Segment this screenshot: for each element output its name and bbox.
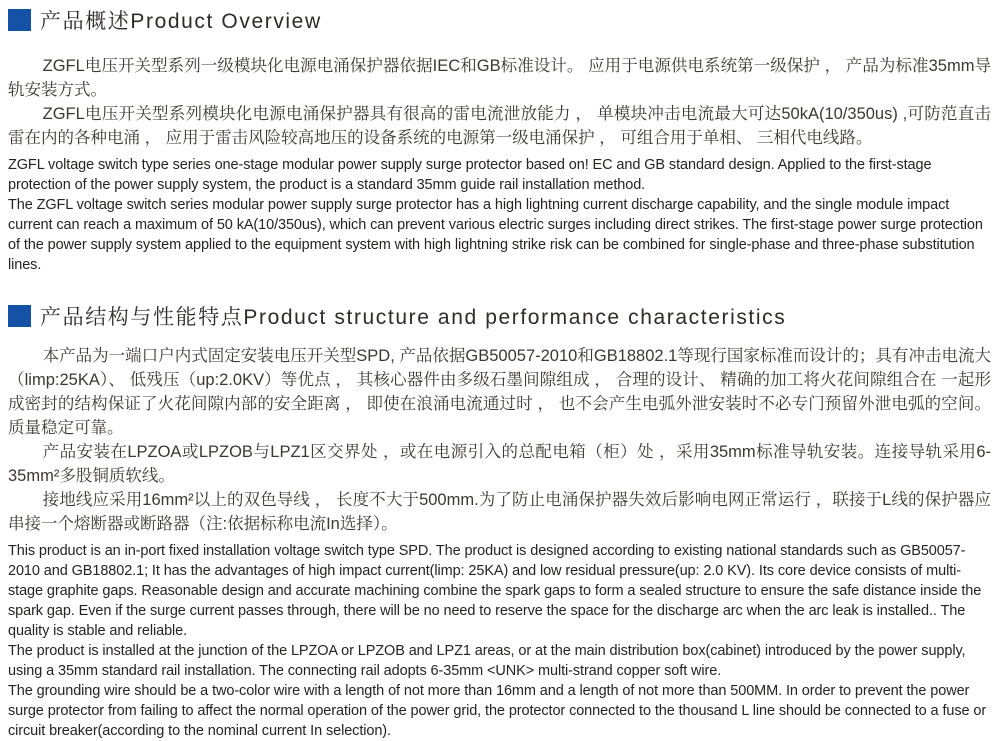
paragraph: ZGFL电压开关型系列模块化电源电涌保护器具有很高的雷电流泄放能力 ， 单模块冲击电流最大可达50kA(10/350us) ,可防范直击雷在内的各种电涌 ， 应用于雷击风险较高地压的设备系统的电源第一级电涌保护 ， 可组合用于单相、 三相代电线路。 <box>8 105 991 147</box>
blue-square-bullet-icon <box>8 305 31 327</box>
paragraph: The grounding wire should be a two-color wire with a length of not more than 16mm and a length of not more than 500MM. In order to prevent the power surge protector from failing to affect the normal operation of the power grid, the protector connected to the thousand L line should be connected to a fuse or circuit breaker(according to the nominal current In selection). <box>8 683 987 739</box>
english-text-block <box>8 155 991 275</box>
section-product-structure <box>8 302 991 741</box>
paragraph: 接地线应采用16mm²以上的双色导线 ， 长度不大于500mm.为了防止电涌保护器失效后影响电网正常运行 ，联接于L线的保护器应串接一个熔断器或断路器（注:依据标称电流In选择）。 <box>8 491 991 533</box>
paragraph: The ZGFL voltage switch series modular power supply surge protector has a high lightning current discharge capability, and the single module impact current can reach a maximum of 50 kA(10/350us), which can prevent various electric surges including direct strikes. The first-stage power surge protection of the power supply system applied to the equipment system with high lightning strike risk can be combined for single-phase and three-phase substitution lines. <box>8 197 983 273</box>
paragraph: 产品安装在LPZOA或LPZOB与LPZ1区交界处 ，或在电源引入的总配电箱（柜）处 ，采用35mm标准导轨安装。连接导轨采用6-35mm²多股铜质软线。 <box>8 443 991 485</box>
paragraph: The product is installed at the junction of the LPZOA or LPZOB and LPZ1 areas, or at the main distribution box(cabinet) introduced by the power supply, using a 35mm standard rail installation. The connecting rail adopts 6-35mm <UNK> multi-strand copper soft wire. <box>8 643 966 679</box>
english-text-block <box>8 541 991 741</box>
paragraph: This product is an in-port fixed installation voltage switch type SPD. The product is designed according to existing national standards such as GB50057-2010 and GB18802.1; It has the advantages of high impact current(limp: 25KA) and low residual pressure(up: 2.0 KV). Its core device consists of multi-stage graphite gaps. Reasonable design and accurate machining combine the spark gaps to form a sealed structure to ensure the safe distance inside the spark gap. Even if the surge current passes through, there will be no need to reserve the space for the discharge arc when the arc leak is installed.. The quality is stable and reliable. <box>8 543 982 639</box>
section-heading <box>8 6 991 33</box>
paragraph: ZGFL电压开关型系列一级模块化电源电涌保护器依据IEC和GB标准设计。 应用于电源供电系统第一级保护 ， 产品为标准35mm导轨安装方式。 <box>8 57 991 99</box>
section-heading-text: 产品结构与性能特点Product structure and performance characteristics <box>40 305 787 329</box>
section-heading-text: 产品概述Product Overview <box>40 9 322 33</box>
blue-square-bullet-icon <box>8 9 31 31</box>
section-heading <box>8 302 991 329</box>
paragraph: 本产品为一端口户内式固定安装电压开关型SPD, 产品依据GB50057-2010和GB18802.1等现行国家标准而设计的；具有冲击电流大（limp:25KA）、 低残压（up:2.0KV）等优点 ， 其核心器件由多级石墨间隙组成 ， 合理的设计、 精确的加工将火花间隙组合在 一起形成密封的结构保证了火花间隙内部的安全距离 ， 即使在浪涌电流通过时 ， 也不会产生电弧外泄安装时不必专门预留外泄电弧的空间。 质量稳定可靠。 <box>8 347 991 437</box>
section-product-overview <box>8 6 991 275</box>
paragraph: ZGFL voltage switch type series one-stage modular power supply surge protector based on! EC and GB standard design. Applied to the first-stage protection of the power supply system, the product is a standard 35mm guide rail installation method. <box>8 157 932 193</box>
chinese-text-block <box>8 54 991 150</box>
chinese-text-block <box>8 344 991 536</box>
